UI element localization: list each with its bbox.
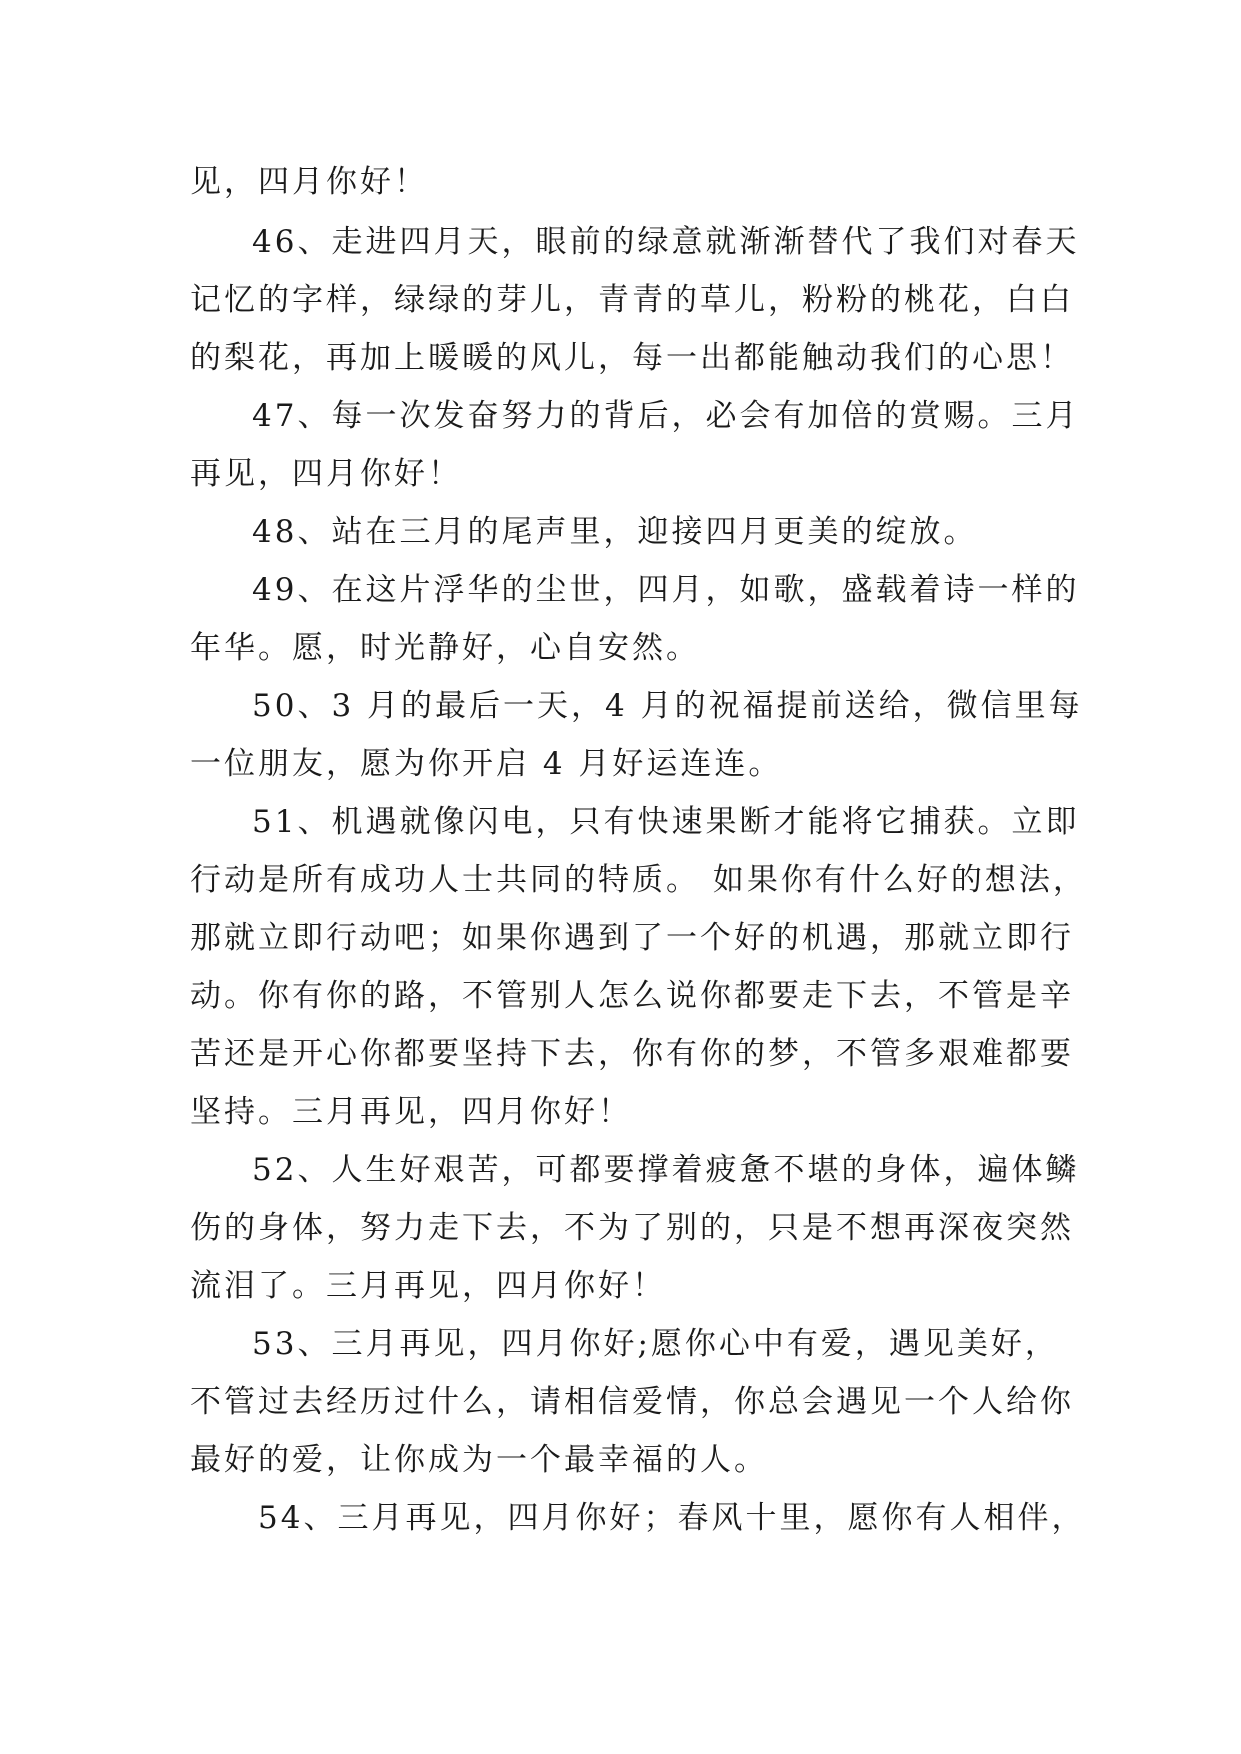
text-line: 见，四月你好！ <box>190 164 428 200</box>
paragraph-53-line-1: 53、三月再见，四月你好;愿你心中有爱，遇见美好， <box>252 1326 1059 1362</box>
paragraph-51-line-2: 行动是所有成功人士共同的特质。 如果你有什么好的想法， <box>190 862 1087 898</box>
paragraph-52-line-1: 52、人生好艰苦，可都要撑着疲惫不堪的身体，遍体鳞 <box>252 1152 1080 1188</box>
paragraph-51-line-5: 苦还是开心你都要坚持下去，你有你的梦，不管多艰难都要 <box>190 1036 1074 1072</box>
paragraph-47-line-2: 再见，四月你好！ <box>190 456 462 492</box>
paragraph-51-line-6: 坚持。三月再见，四月你好！ <box>190 1094 632 1130</box>
paragraph-46-line-2: 记忆的字样，绿绿的芽儿，青青的草儿，粉粉的桃花，白白 <box>190 282 1074 318</box>
paragraph-47-line-1: 47、每一次发奋努力的背后，必会有加倍的赏赐。三月 <box>252 398 1080 434</box>
paragraph-48-line-1: 48、站在三月的尾声里，迎接四月更美的绽放。 <box>252 514 978 550</box>
paragraph-51-line-3: 那就立即行动吧；如果你遇到了一个好的机遇，那就立即行 <box>190 920 1074 956</box>
paragraph-51-line-1: 51、机遇就像闪电，只有快速果断才能将它捕获。立即 <box>252 804 1080 840</box>
paragraph-49-line-2: 年华。愿，时光静好，心自安然。 <box>190 630 700 666</box>
paragraph-46-line-3: 的梨花，再加上暖暖的风儿，每一出都能触动我们的心思！ <box>190 340 1074 376</box>
paragraph-52-line-3: 流泪了。三月再见，四月你好！ <box>190 1268 666 1304</box>
paragraph-51-line-4: 动。你有你的路，不管别人怎么说你都要走下去，不管是辛 <box>190 978 1074 1014</box>
paragraph-46-line-1: 46、走进四月天，眼前的绿意就渐渐替代了我们对春天 <box>252 224 1080 260</box>
paragraph-54-line-1: 54、三月再见，四月你好；春风十里，愿你有人相伴， <box>258 1500 1086 1536</box>
paragraph-53-line-3: 最好的爱，让你成为一个最幸福的人。 <box>190 1442 768 1478</box>
paragraph-53-line-2: 不管过去经历过什么，请相信爱情，你总会遇见一个人给你 <box>190 1384 1074 1420</box>
paragraph-50-line-1: 50、3 月的最后一天，4 月的祝福提前送给，微信里每 <box>252 688 1083 724</box>
paragraph-52-line-2: 伤的身体，努力走下去，不为了别的，只是不想再深夜突然 <box>190 1210 1074 1246</box>
paragraph-49-line-1: 49、在这片浮华的尘世，四月，如歌，盛载着诗一样的 <box>252 572 1080 608</box>
paragraph-50-line-2: 一位朋友，愿为你开启 4 月好运连连。 <box>190 746 783 782</box>
